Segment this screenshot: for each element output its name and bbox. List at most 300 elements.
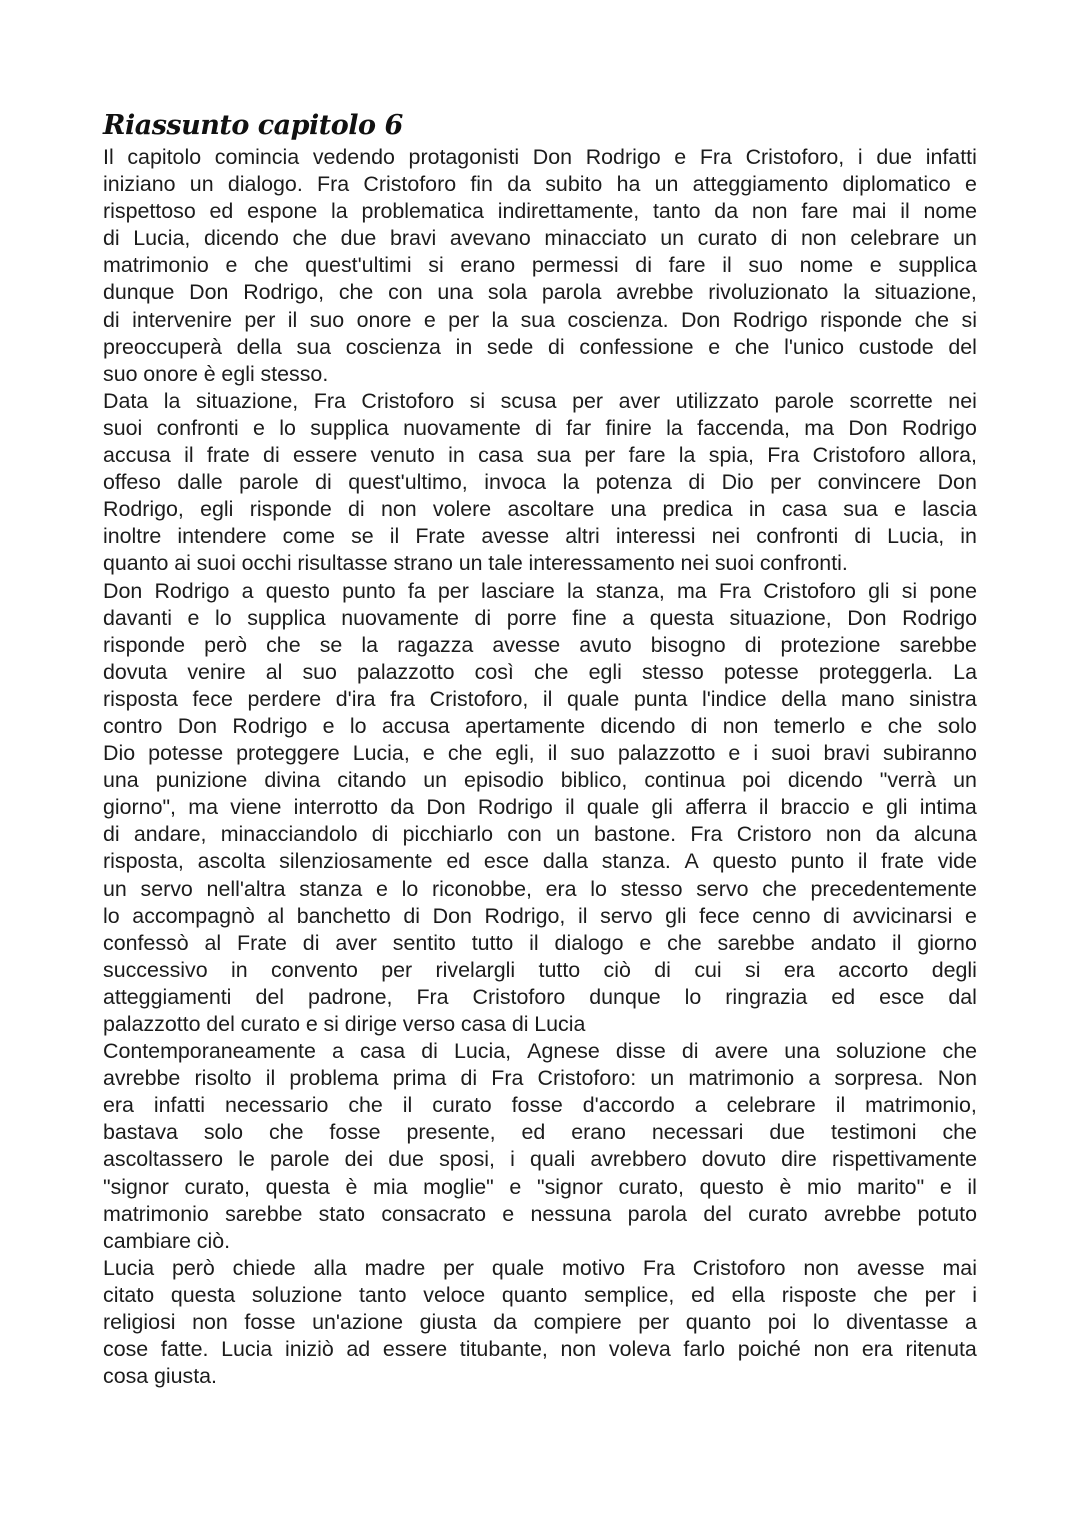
word: rispettivamente (831, 1147, 977, 1172)
word: bravi (389, 226, 437, 251)
word: dire (781, 1147, 817, 1172)
word: custode (858, 334, 934, 359)
word: scusa (500, 388, 557, 413)
word: di (302, 930, 320, 955)
word: lo (349, 713, 367, 738)
text-line (103, 578, 977, 605)
word: stesso. (260, 361, 329, 386)
word: indirettamente, (497, 199, 640, 224)
word: confronti. (759, 551, 848, 576)
word: lasciare (481, 578, 555, 603)
word: quale (586, 795, 640, 820)
word: silenziosamente (279, 849, 433, 874)
word: nome (923, 199, 977, 224)
word: coscienza (345, 334, 441, 359)
word: che (533, 659, 569, 684)
word: perdere (247, 686, 322, 711)
word: suo (103, 361, 138, 386)
word: un (423, 768, 448, 793)
word: da (493, 1310, 518, 1335)
word: con (388, 280, 423, 305)
word: ha (616, 172, 641, 197)
word: si (961, 307, 977, 332)
word: mia (373, 1174, 408, 1199)
word: da (714, 199, 739, 224)
word: suoi (771, 741, 811, 766)
word: problematica (361, 199, 484, 224)
word: che (942, 1039, 977, 1064)
word: lo (590, 876, 607, 901)
word: e (964, 172, 977, 197)
word: servo (696, 876, 749, 901)
word: punta (633, 686, 688, 711)
word: per (381, 957, 413, 982)
text-line (103, 1174, 977, 1201)
word: di (823, 903, 840, 928)
word: Cristoforo (812, 443, 906, 468)
text-line (103, 1363, 977, 1390)
word: a (241, 578, 254, 603)
word: di (854, 524, 872, 549)
word: venire (187, 659, 246, 684)
word: due (876, 145, 913, 169)
word: Rodrigo (901, 415, 977, 440)
word: fine (572, 605, 607, 630)
word: Lucia (103, 1255, 155, 1280)
word: una (437, 280, 474, 305)
word: il (565, 795, 575, 820)
word: palazzotto (357, 659, 455, 684)
word: matrimonio (103, 253, 209, 278)
word: pone (929, 578, 977, 603)
word: era (861, 1337, 893, 1362)
word: Rodrigo (232, 713, 308, 738)
word: l'indice (701, 686, 767, 711)
word: essere (382, 1337, 448, 1362)
word: suoi (196, 551, 236, 576)
word: ad (346, 1337, 371, 1362)
word: tanto (652, 199, 701, 224)
word: esce (879, 984, 925, 1009)
word: che (762, 876, 797, 901)
word: al (267, 903, 285, 928)
word: Don (847, 605, 887, 630)
word: tale (488, 551, 523, 576)
word: come (282, 524, 335, 549)
word: avvicinarsi (852, 903, 953, 928)
word: e (869, 253, 882, 278)
word: avrebbe (823, 1201, 902, 1226)
word: a (331, 1039, 344, 1064)
text-line (103, 279, 977, 306)
word: dal (948, 984, 977, 1009)
word: Agnese (527, 1039, 600, 1064)
word: ed (831, 984, 856, 1009)
word: ascoltassero (103, 1147, 224, 1172)
word: picchiarlo (402, 822, 493, 847)
text-line (103, 876, 977, 903)
word: la (666, 415, 683, 440)
word: coscienza. (567, 307, 669, 332)
word: proteggere (236, 741, 340, 766)
word: curato, (618, 1174, 684, 1199)
word: nessuna (530, 1201, 612, 1226)
word: disse (615, 1039, 666, 1064)
word: supplica (310, 415, 389, 440)
word: il (389, 524, 400, 549)
text-line (103, 686, 977, 713)
word: non (192, 1310, 228, 1335)
word: casa (781, 497, 828, 522)
word: "signor (103, 1174, 169, 1199)
word: Rodrigo, (484, 903, 566, 928)
word: e (964, 903, 977, 928)
word: Rodrigo (585, 145, 661, 169)
word: banchetto (296, 903, 391, 928)
word: marito" (857, 1174, 925, 1199)
word: dialogo (554, 930, 624, 955)
word: la (562, 470, 580, 495)
word: e (728, 741, 741, 766)
word: minacciato (544, 226, 647, 251)
text-line (103, 496, 977, 523)
word: dovuto (701, 1147, 767, 1172)
word: i (753, 741, 759, 766)
text-line (103, 1228, 977, 1255)
word: di (688, 470, 706, 495)
word: la (163, 388, 181, 413)
word: religiosi (103, 1310, 176, 1335)
word: Cristoforo, (429, 686, 529, 711)
word: spia, (708, 443, 754, 468)
word: risponde (249, 497, 332, 522)
word: aver (618, 388, 661, 413)
word: mai (851, 199, 887, 224)
word: capitolo (127, 145, 202, 169)
word: del (206, 1012, 235, 1036)
text-line (103, 198, 977, 225)
word: era (545, 876, 577, 901)
word: fare (801, 199, 839, 224)
word: lo (401, 876, 419, 901)
word: preoccuperà (103, 334, 222, 359)
word: che (268, 1120, 304, 1145)
word: nei (711, 524, 741, 549)
word: Lucia (534, 1012, 586, 1036)
word: di (681, 1039, 699, 1064)
word: inoltre (103, 524, 162, 549)
word: infatti (153, 1093, 205, 1118)
word: quest'ultimi (305, 253, 412, 278)
word: Cristoro (736, 822, 812, 847)
word: si (428, 253, 444, 278)
word: le (238, 1147, 255, 1172)
paragraph (103, 1038, 977, 1255)
word: in (231, 957, 248, 982)
word: un (189, 172, 214, 197)
word: parole (239, 470, 299, 495)
word: casa (478, 443, 524, 468)
word: sarebbe (717, 930, 795, 955)
word: i (857, 145, 863, 169)
word: curato (748, 1201, 808, 1226)
text-line (103, 361, 977, 388)
word: ritenuta (905, 1337, 977, 1362)
word: mai (942, 1255, 977, 1280)
word: se (319, 632, 343, 657)
word: di (690, 713, 708, 738)
word: La (953, 659, 977, 684)
word: questa (649, 605, 714, 630)
word: il (892, 930, 902, 955)
word: onore (356, 307, 412, 332)
word: per (924, 1282, 956, 1307)
word: e (860, 713, 873, 738)
word: di (371, 822, 389, 847)
text-line (103, 957, 977, 984)
word: madre (364, 1255, 426, 1280)
word: lo (684, 984, 702, 1009)
word: lo (812, 1310, 830, 1335)
word: e (502, 1201, 515, 1226)
word: il (402, 1093, 413, 1118)
word: è (203, 361, 216, 386)
word: quale (566, 686, 620, 711)
word: una (103, 768, 139, 793)
word: gli (886, 795, 908, 820)
word: fosse (511, 1093, 563, 1118)
word: non (813, 1337, 850, 1362)
word: fosse (329, 1120, 381, 1145)
text-line (103, 1146, 977, 1173)
word: sarebbe (225, 1201, 303, 1226)
word: un (650, 1066, 675, 1091)
word: Don (177, 713, 218, 738)
word: stanza. (601, 849, 671, 874)
word: prima (392, 1066, 447, 1091)
word: Fra (313, 388, 346, 413)
word: porre (506, 605, 557, 630)
word: però (204, 632, 247, 657)
word: il (900, 199, 910, 224)
word: finire (605, 415, 652, 440)
word: e (639, 930, 652, 955)
word: casa (460, 1012, 507, 1036)
word: bastone. (594, 822, 677, 847)
word: quali (530, 1147, 576, 1172)
word: interrotto (293, 795, 379, 820)
word: risponde (820, 307, 903, 332)
word: ringrazia (725, 984, 808, 1009)
word: ai (174, 551, 191, 576)
word: cambiare (103, 1228, 191, 1253)
word: permessi (531, 253, 619, 278)
text-line (103, 388, 977, 415)
text-line (103, 1038, 977, 1065)
word: curato (697, 226, 758, 251)
word: confessione (579, 334, 694, 359)
word: sua (536, 443, 572, 468)
word: a (964, 1310, 977, 1335)
word: risposte (781, 1282, 857, 1307)
word: necessari (651, 1120, 744, 1145)
word: accusa (381, 713, 450, 738)
word: tanto (358, 1282, 407, 1307)
word: e (252, 415, 265, 440)
word: situazione, (874, 280, 977, 305)
word: nei (680, 551, 710, 576)
word: espone (247, 199, 318, 224)
word: problema (289, 1066, 379, 1091)
word: non (825, 822, 862, 847)
word: di (548, 334, 565, 359)
word: un (555, 822, 580, 847)
word: volere (432, 497, 492, 522)
word: che (348, 1093, 383, 1118)
word: "signor (536, 1174, 603, 1199)
word: ciò. (196, 1228, 231, 1253)
word: tutto (471, 930, 514, 955)
word: celebrare (726, 1093, 816, 1118)
word: suo (748, 253, 783, 278)
word: ascoltare (507, 497, 595, 522)
word: in (960, 524, 977, 549)
word: curato (240, 1012, 301, 1036)
word: biblico, (560, 768, 628, 793)
word: palazzotto (617, 741, 716, 766)
word: fa (407, 578, 426, 603)
word: fece (192, 686, 233, 711)
word: lo (214, 605, 232, 630)
word: Rodrigo (902, 605, 977, 630)
word: curato, (184, 1174, 250, 1199)
word: sola (487, 280, 528, 305)
word: temerlo (773, 713, 846, 738)
text-line (103, 605, 977, 632)
text-line (103, 1309, 977, 1336)
word: un (953, 768, 977, 793)
word: Rodrigo, (103, 497, 184, 522)
word: Lucia, (133, 226, 191, 251)
word: due (388, 1147, 424, 1172)
word: che (914, 307, 950, 332)
word: sentito (392, 930, 456, 955)
word: Don (189, 280, 229, 305)
word: al (265, 659, 283, 684)
word: fatte. (160, 1337, 209, 1362)
word: la (566, 578, 584, 603)
word: Dio (721, 470, 754, 495)
word: A (684, 849, 699, 874)
word: e (423, 307, 436, 332)
word: il (722, 253, 732, 278)
word: giorno (917, 930, 977, 955)
word: poiché (737, 1337, 801, 1362)
word: aver (335, 930, 377, 955)
word: Fra (718, 578, 751, 603)
word: gli (868, 578, 890, 603)
word: Dio (103, 741, 136, 766)
word: e (376, 876, 388, 901)
word: Don (426, 795, 466, 820)
word: in (448, 443, 465, 468)
word: fosse (244, 1310, 296, 1335)
word: nome (799, 253, 854, 278)
word: motivo (562, 1255, 626, 1280)
word: convincere (817, 470, 922, 495)
word: faccenda, (697, 415, 790, 440)
word: per (448, 307, 480, 332)
word: suoi (103, 415, 143, 440)
word: che (292, 226, 328, 251)
word: era (103, 1093, 134, 1118)
word: la (361, 632, 379, 657)
word: matrimonio, (865, 1093, 977, 1118)
word: dunque (589, 984, 661, 1009)
word: con (507, 822, 542, 847)
word: Il (103, 145, 114, 169)
word: Rodrigo (732, 307, 808, 332)
word: Lucia, (352, 741, 410, 766)
word: lo (279, 415, 296, 440)
word: da (507, 172, 531, 197)
word: supplica (898, 253, 977, 278)
word: giusta (419, 1310, 477, 1335)
word: Cristoforo (763, 578, 856, 603)
word: di (348, 497, 365, 522)
word: lascia (922, 497, 977, 522)
word: non (722, 713, 759, 738)
word: e (708, 334, 721, 359)
word: allora, (918, 443, 977, 468)
word: accompagnò (132, 903, 255, 928)
word: egli (221, 361, 255, 386)
word: al (204, 930, 222, 955)
word: di (744, 632, 762, 657)
word: contro (103, 713, 163, 738)
word: predica (662, 497, 733, 522)
word: però (171, 1255, 215, 1280)
word: Cristoforo: (537, 1066, 637, 1091)
word: poi (742, 768, 771, 793)
word: si (745, 957, 761, 982)
word: dunque (103, 280, 175, 305)
word: divina (264, 768, 321, 793)
word: di (103, 822, 120, 847)
word: veloce (423, 1282, 486, 1307)
word: confessò (103, 930, 189, 955)
word: risposta (103, 686, 178, 711)
word: compiere (533, 1310, 622, 1335)
word: a (808, 1066, 821, 1091)
word: chiede (232, 1255, 296, 1280)
word: continua (644, 768, 726, 793)
word: precedentemente (810, 876, 977, 901)
word: dicendo (787, 768, 863, 793)
word: consacrato (381, 1201, 486, 1226)
word: e (894, 497, 906, 522)
text-line (103, 469, 977, 496)
word: ascolta (197, 849, 266, 874)
word: due (769, 1120, 806, 1145)
word: dirige (344, 1012, 398, 1036)
word: la (491, 307, 509, 332)
word: non (751, 199, 788, 224)
word: parola (541, 280, 602, 305)
paragraph (103, 144, 977, 388)
word: presente, (406, 1120, 496, 1145)
word: sarebbe (899, 632, 977, 657)
